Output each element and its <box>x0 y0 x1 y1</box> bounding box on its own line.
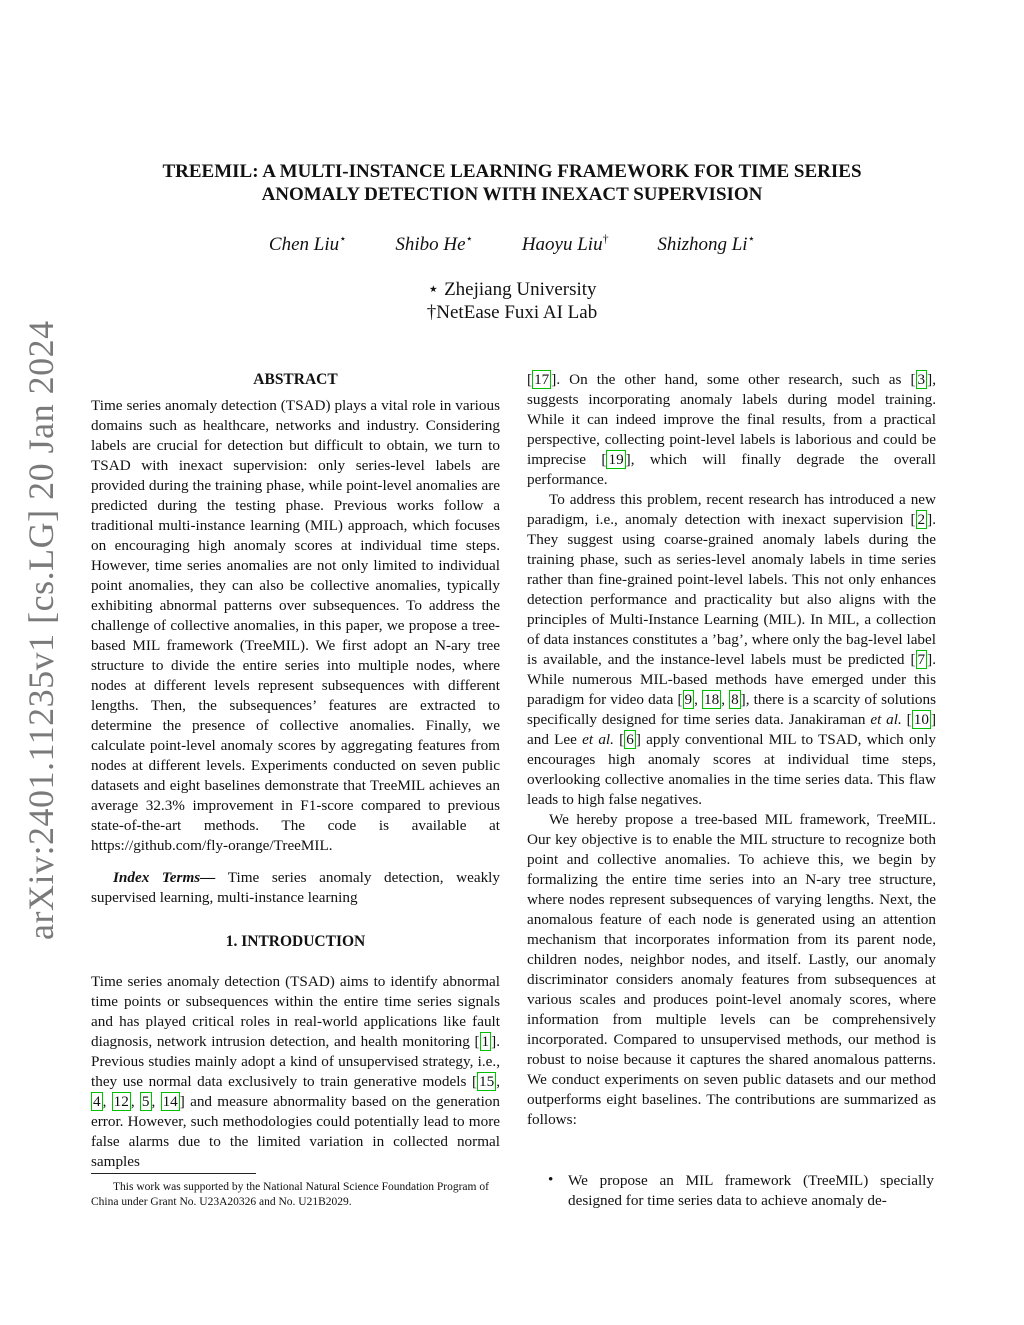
intro-paragraph-1: Time series anomaly detection (TSAD) aims to identify abnormal time points or subsequences within the entire time series signals and has played critical roles in real-world applications like fault diagnosis, network intrusion detection, and health monitoring [ 1 ]. Previous studies mainly adopt a kind of unsupervised strategy, i.e., they use normal data exclusively to train generative models [ 15 , 4 , 12 , 5 , 14 ] and measure abnormality based on the generation error. However, such methodologies could potentially lead to more false alarms due to the limited variation in collected normal samples <box>91 973 500 1170</box>
citation-link[interactable]: 7 <box>917 651 926 668</box>
citation-link[interactable]: 6 <box>626 731 634 748</box>
paper-title <box>100 160 924 206</box>
footnote-rule <box>91 1173 256 1174</box>
title-line-2: ANOMALY DETECTION WITH INEXACT SUPERVISION <box>261 184 763 205</box>
contribution-bullet-1: We propose an MIL framework (TreeMIL) specially designed for time series data to achieve anomaly de- <box>568 1172 934 1209</box>
intro-paragraph-2: To address this problem, recent research has introduced a new paradigm, i.e., anomaly detection with inexact supervision [ 2 ]. They suggest using coarse-grained anomaly labels during the training phase, such as series-level anomaly labels in time series rather than fine-grained point-level labels. This not only enhances detection performance and practicality but also aligns with the principles of Multi-Instance Learning (MIL). In MIL, a collection of data instances constitutes a ’bag’, where only the bag-level label is available, and the instance-level labels must be predicted [ 7 ]. While numerous MIL-based methods have emerged under this paradigm for video data [ 9 , 18 , 8 ], there is a scarcity of solutions specifically designed for time series data. Janakiraman et al. [ 10 ] and Lee et al. [ 6 ] apply conventional MIL to TSAD, which only encourages high anomaly scores at individual time steps, overlooking collective anomalies in the time series data. This flaw leads to high false negatives. <box>527 491 937 808</box>
intro-paragraph-3: We hereby propose a tree-based MIL framework, TreeMIL. Our key objective is to enable the MIL structure to recognize both point and collective anomalies. To achieve this, we begin by formalizing the entire time series into an N-ary tree structure, where nodes represent subsequences of varying lengths. Next, the anomalous feature of each node is generated using an attention mechanism that incorporates information from its parent node, children nodes, neighbor nodes, and itself. Lastly, our anomaly discriminator considers anomaly features from subsequences at various scales and produces point-level anomaly scores, where information from multiple levels can be comprehensively incorporated. Compared to unsupervised methods, our method is robust to noise because it captures the shared anomalous patterns. We conduct experiments on seven public datasets and our method outperforms eight baselines. The contributions are summarized as follows: <box>527 811 936 1128</box>
citation-link[interactable]: 4 <box>93 1093 101 1110</box>
arxiv-identifier: arXiv:2401.11235v1 [cs.LG] 20 Jan 2024 <box>21 320 61 940</box>
author: Haoyu Liu† <box>521 232 609 256</box>
citation-link[interactable]: 1 <box>481 1033 490 1050</box>
citation-link[interactable]: 18 <box>704 691 720 708</box>
citation-link[interactable]: 12 <box>113 1093 129 1110</box>
citation-link[interactable]: 19 <box>608 451 624 468</box>
citation-link[interactable]: 5 <box>141 1093 150 1110</box>
abstract-text: Time series anomaly detection (TSAD) plays a vital role in various domains such as healthcare, networks and industry. Considering labels are crucial for detection but difficult to obtain, we turn to TSAD with inexact supervision: only series-level labels are provided during the training phase, while point-level anomalies are predicted during the testing phase. Previous works follow a traditional multi-instance learning (MIL) approach, which focuses on encouraging high anomaly scores at individual time steps. However, time series anomalies are not only limited to individual point anomalies, they can also be collective anomalies, typically exhibiting abnormal patterns over subsequences. To address the challenge of collective anomalies, in this paper, we propose a tree-based MIL framework (TreeMIL). We first adopt an N-ary tree structure to divide the entire series into multiple nodes, where nodes at different levels represent subsequences with different lengths. Then, the subsequences’ features are extracted to determine the presence of collective anomalies. Finally, we calculate point-level anomaly scores by aggregating features from nodes at different levels. Experiments conducted on seven public datasets and eight baselines demonstrate that TreeMIL achieves an average 32.3% improvement in F1-score compared to previous state-of-the-art methods. The code is available at https://github.com/fly-orange/TreeMIL. <box>91 397 500 854</box>
intro-heading: 1. INTRODUCTION <box>225 933 366 950</box>
title-line-1: TREEMIL: A MULTI-INSTANCE LEARNING FRAMEWORK FOR TIME SERIES <box>162 161 862 182</box>
right-column <box>527 370 936 1130</box>
citation-link[interactable]: 15 <box>479 1073 495 1090</box>
citation-link[interactable]: 2 <box>917 511 926 528</box>
affiliation-1: ⋆ Zhejiang University <box>427 279 597 300</box>
index-terms-label: Index Terms— <box>113 869 216 886</box>
intro-paragraph-1-continued: [ 17 ]. On the other hand, some other research, such as [ 3 ], suggests incorporating anomaly labels during model training. While it can indeed improve the final results, from a practical perspective, collecting point-level labels is laborious and could be imprecise [ 19 ], which will finally degrade the overall performance. <box>527 371 936 488</box>
citation-link[interactable]: 3 <box>917 371 926 388</box>
author: Shizhong Li⋆ <box>657 232 756 256</box>
citation-link[interactable]: 10 <box>913 711 929 728</box>
citation-link[interactable]: 17 <box>534 371 550 388</box>
citation-link[interactable]: 8 <box>731 691 739 708</box>
author-list <box>100 232 924 256</box>
citation-link[interactable]: 9 <box>684 691 693 708</box>
left-column <box>91 370 500 1172</box>
bullet-marker: • <box>548 1171 554 1188</box>
affiliation-2: †NetEase Fuxi AI Lab <box>426 302 598 323</box>
footnote: This work was supported by the National Natural Science Foundation Program of China under Grant No. U23A20326 and No. U21B2029. <box>91 1181 489 1208</box>
author: Chen Liu⋆ <box>268 232 347 256</box>
citation-link[interactable]: 14 <box>162 1093 178 1110</box>
abstract-heading: ABSTRACT <box>253 371 338 388</box>
author: Shibo He⋆ <box>395 232 474 256</box>
index-terms: Index Terms— Time series anomaly detection, weakly supervised learning, multi-instance learning <box>91 869 501 906</box>
